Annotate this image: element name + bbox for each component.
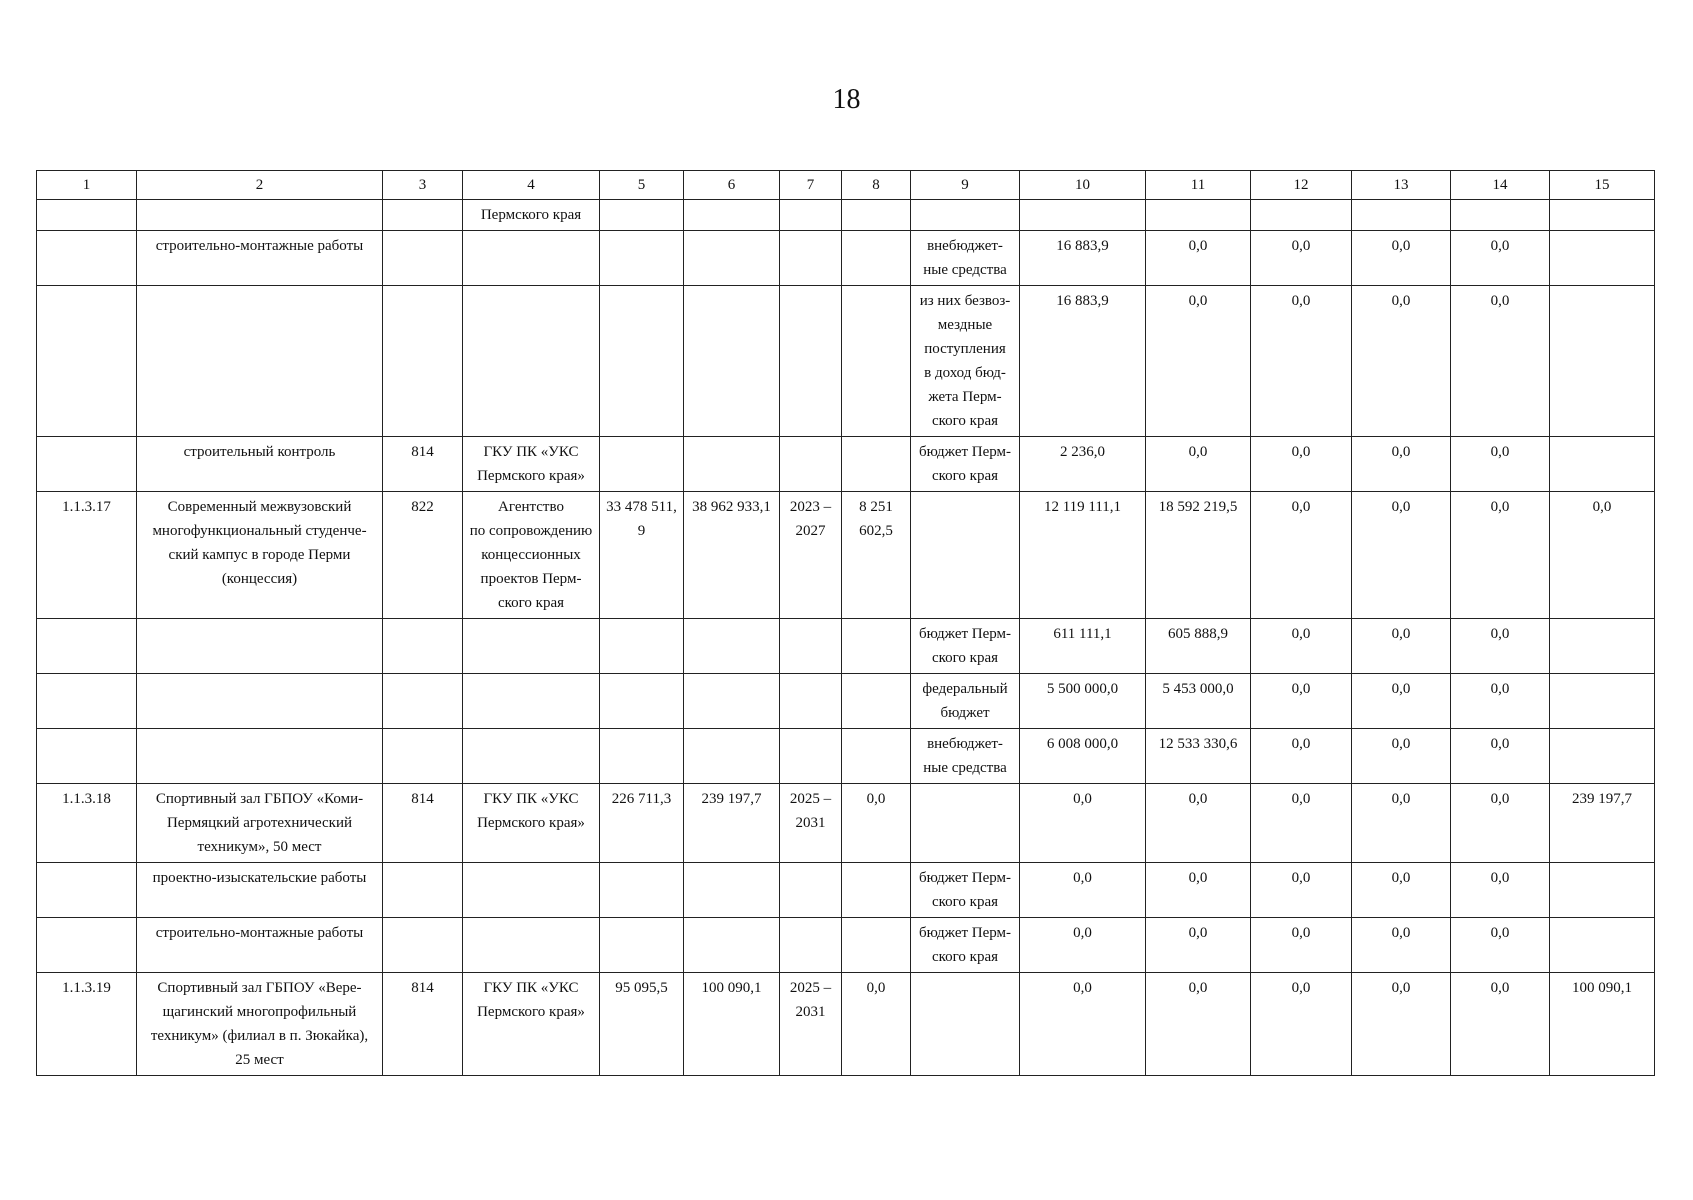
- cell-col-8: 8 251 602,5: [842, 492, 911, 619]
- cell-col-10: 16 883,9: [1020, 231, 1146, 286]
- cell-col-3: 814: [383, 973, 463, 1076]
- cell-col-10: 611 111,1: [1020, 619, 1146, 674]
- cell-col-1: [37, 619, 137, 674]
- cell-col-4: Агентство по сопровождению концессионных проектов Перм- ского края: [463, 492, 600, 619]
- cell-col-7: [780, 729, 842, 784]
- cell-col-5: [600, 231, 684, 286]
- cell-col-2: [137, 674, 383, 729]
- cell-col-12: 0,0: [1251, 286, 1352, 437]
- cell-col-1: [37, 437, 137, 492]
- cell-col-7: 2025 – 2031: [780, 973, 842, 1076]
- cell-col-10: [1020, 200, 1146, 231]
- cell-col-10: 0,0: [1020, 973, 1146, 1076]
- header-cell-9: 9: [911, 171, 1020, 200]
- cell-col-14: 0,0: [1451, 918, 1550, 973]
- cell-col-12: 0,0: [1251, 674, 1352, 729]
- cell-col-4: ГКУ ПК «УКС Пермского края»: [463, 437, 600, 492]
- cell-col-3: 822: [383, 492, 463, 619]
- cell-col-5: [600, 286, 684, 437]
- cell-col-3: [383, 863, 463, 918]
- cell-col-6: 38 962 933,1: [684, 492, 780, 619]
- cell-col-6: [684, 619, 780, 674]
- cell-col-11: [1146, 200, 1251, 231]
- cell-col-15: [1550, 437, 1655, 492]
- cell-col-10: 6 008 000,0: [1020, 729, 1146, 784]
- cell-col-5: 95 095,5: [600, 973, 684, 1076]
- table-row: [37, 437, 1655, 492]
- cell-col-6: [684, 918, 780, 973]
- cell-col-8: [842, 918, 911, 973]
- cell-col-11: 0,0: [1146, 286, 1251, 437]
- cell-col-7: [780, 286, 842, 437]
- cell-col-11: 0,0: [1146, 231, 1251, 286]
- cell-col-9: [911, 784, 1020, 863]
- cell-col-10: 0,0: [1020, 784, 1146, 863]
- cell-col-11: 0,0: [1146, 437, 1251, 492]
- cell-col-12: 0,0: [1251, 492, 1352, 619]
- cell-col-13: 0,0: [1352, 492, 1451, 619]
- header-cell-8: 8: [842, 171, 911, 200]
- cell-col-13: 0,0: [1352, 973, 1451, 1076]
- header-cell-3: 3: [383, 171, 463, 200]
- cell-col-11: 12 533 330,6: [1146, 729, 1251, 784]
- cell-col-12: 0,0: [1251, 973, 1352, 1076]
- cell-col-7: 2023 – 2027: [780, 492, 842, 619]
- cell-col-2: строительно-монтажные работы: [137, 231, 383, 286]
- cell-col-1: [37, 918, 137, 973]
- cell-col-12: 0,0: [1251, 918, 1352, 973]
- header-cell-6: 6: [684, 171, 780, 200]
- table-row: [37, 231, 1655, 286]
- cell-col-10: 0,0: [1020, 863, 1146, 918]
- cell-col-14: 0,0: [1451, 286, 1550, 437]
- cell-col-2: строительно-монтажные работы: [137, 918, 383, 973]
- cell-col-9: внебюджет- ные средства: [911, 729, 1020, 784]
- cell-col-9: бюджет Перм- ского края: [911, 619, 1020, 674]
- cell-col-4: ГКУ ПК «УКС Пермского края»: [463, 973, 600, 1076]
- cell-col-11: 0,0: [1146, 863, 1251, 918]
- cell-col-12: 0,0: [1251, 231, 1352, 286]
- cell-col-13: 0,0: [1352, 863, 1451, 918]
- cell-col-3: [383, 729, 463, 784]
- cell-col-13: 0,0: [1352, 784, 1451, 863]
- cell-col-2: [137, 619, 383, 674]
- cell-col-5: [600, 729, 684, 784]
- table-row: [37, 918, 1655, 973]
- budget-table: [36, 170, 1655, 1076]
- cell-col-6: [684, 286, 780, 437]
- cell-col-2: Спортивный зал ГБПОУ «Вере- щагинский многопрофильный техникум» (филиал в п. Зюкайка), 25 мест: [137, 973, 383, 1076]
- cell-col-11: 605 888,9: [1146, 619, 1251, 674]
- cell-col-6: [684, 200, 780, 231]
- cell-col-9: бюджет Перм- ского края: [911, 863, 1020, 918]
- cell-col-2: строительный контроль: [137, 437, 383, 492]
- page-number: 18: [832, 84, 861, 115]
- cell-col-15: [1550, 200, 1655, 231]
- cell-col-12: 0,0: [1251, 784, 1352, 863]
- table-row: [37, 619, 1655, 674]
- cell-col-7: [780, 619, 842, 674]
- cell-col-6: [684, 437, 780, 492]
- cell-col-3: 814: [383, 784, 463, 863]
- cell-col-3: [383, 231, 463, 286]
- cell-col-7: [780, 863, 842, 918]
- table-row: [37, 674, 1655, 729]
- cell-col-7: [780, 918, 842, 973]
- cell-col-14: 0,0: [1451, 231, 1550, 286]
- cell-col-4: Пермского края: [463, 200, 600, 231]
- cell-col-5: [600, 674, 684, 729]
- cell-col-14: 0,0: [1451, 619, 1550, 674]
- cell-col-13: 0,0: [1352, 729, 1451, 784]
- cell-col-13: 0,0: [1352, 231, 1451, 286]
- cell-col-9: бюджет Перм- ского края: [911, 918, 1020, 973]
- cell-col-1: 1.1.3.17: [37, 492, 137, 619]
- table-row: [37, 863, 1655, 918]
- cell-col-10: 5 500 000,0: [1020, 674, 1146, 729]
- cell-col-14: 0,0: [1451, 863, 1550, 918]
- cell-col-6: [684, 231, 780, 286]
- cell-col-11: 5 453 000,0: [1146, 674, 1251, 729]
- header-cell-7: 7: [780, 171, 842, 200]
- cell-col-8: [842, 200, 911, 231]
- cell-col-5: [600, 619, 684, 674]
- cell-col-9: [911, 973, 1020, 1076]
- cell-col-15: [1550, 674, 1655, 729]
- cell-col-4: [463, 619, 600, 674]
- cell-col-4: [463, 863, 600, 918]
- cell-col-5: [600, 437, 684, 492]
- cell-col-2: проектно-изыскательские работы: [137, 863, 383, 918]
- cell-col-13: 0,0: [1352, 674, 1451, 729]
- cell-col-9: бюджет Перм- ского края: [911, 437, 1020, 492]
- cell-col-12: 0,0: [1251, 437, 1352, 492]
- cell-col-11: 0,0: [1146, 973, 1251, 1076]
- cell-col-4: ГКУ ПК «УКС Пермского края»: [463, 784, 600, 863]
- cell-col-5: [600, 863, 684, 918]
- table-row: [37, 784, 1655, 863]
- header-cell-13: 13: [1352, 171, 1451, 200]
- cell-col-6: 100 090,1: [684, 973, 780, 1076]
- cell-col-7: [780, 437, 842, 492]
- table-body: [37, 171, 1655, 1076]
- cell-col-7: [780, 674, 842, 729]
- cell-col-5: 226 711,3: [600, 784, 684, 863]
- cell-col-2: Современный межвузовский многофункциональный студенче- ский кампус в городе Перми (концессия): [137, 492, 383, 619]
- cell-col-2: Спортивный зал ГБПОУ «Коми- Пермяцкий агротехнический техникум», 50 мест: [137, 784, 383, 863]
- cell-col-1: [37, 863, 137, 918]
- cell-col-5: [600, 200, 684, 231]
- cell-col-12: 0,0: [1251, 729, 1352, 784]
- cell-col-2: [137, 200, 383, 231]
- cell-col-3: [383, 674, 463, 729]
- cell-col-8: [842, 729, 911, 784]
- cell-col-13: 0,0: [1352, 437, 1451, 492]
- cell-col-5: 33 478 511, 9: [600, 492, 684, 619]
- cell-col-9: федеральный бюджет: [911, 674, 1020, 729]
- cell-col-4: [463, 231, 600, 286]
- cell-col-8: [842, 286, 911, 437]
- table-row: [37, 286, 1655, 437]
- cell-col-8: 0,0: [842, 973, 911, 1076]
- cell-col-9: из них безвоз- мездные поступления в доход бюд- жета Перм- ского края: [911, 286, 1020, 437]
- cell-col-2: [137, 729, 383, 784]
- header-row: [37, 171, 1655, 200]
- cell-col-1: [37, 200, 137, 231]
- cell-col-15: 0,0: [1550, 492, 1655, 619]
- cell-col-8: [842, 863, 911, 918]
- cell-col-9: внебюджет- ные средства: [911, 231, 1020, 286]
- header-cell-1: 1: [37, 171, 137, 200]
- cell-col-13: 0,0: [1352, 619, 1451, 674]
- header-cell-4: 4: [463, 171, 600, 200]
- cell-col-14: 0,0: [1451, 729, 1550, 784]
- cell-col-11: 0,0: [1146, 784, 1251, 863]
- cell-col-8: 0,0: [842, 784, 911, 863]
- cell-col-14: 0,0: [1451, 973, 1550, 1076]
- cell-col-1: [37, 674, 137, 729]
- table-row: [37, 973, 1655, 1076]
- cell-col-3: [383, 918, 463, 973]
- cell-col-1: [37, 231, 137, 286]
- cell-col-7: [780, 231, 842, 286]
- cell-col-1: [37, 286, 137, 437]
- cell-col-8: [842, 437, 911, 492]
- cell-col-14: 0,0: [1451, 437, 1550, 492]
- header-cell-2: 2: [137, 171, 383, 200]
- cell-col-1: 1.1.3.19: [37, 973, 137, 1076]
- cell-col-6: [684, 729, 780, 784]
- cell-col-15: 239 197,7: [1550, 784, 1655, 863]
- header-cell-5: 5: [600, 171, 684, 200]
- cell-col-3: 814: [383, 437, 463, 492]
- cell-col-8: [842, 674, 911, 729]
- table-row: [37, 200, 1655, 231]
- header-cell-10: 10: [1020, 171, 1146, 200]
- cell-col-6: [684, 674, 780, 729]
- cell-col-3: [383, 200, 463, 231]
- table-row: [37, 492, 1655, 619]
- cell-col-6: 239 197,7: [684, 784, 780, 863]
- header-cell-14: 14: [1451, 171, 1550, 200]
- cell-col-3: [383, 286, 463, 437]
- header-cell-15: 15: [1550, 171, 1655, 200]
- header-cell-12: 12: [1251, 171, 1352, 200]
- cell-col-14: [1451, 200, 1550, 231]
- cell-col-8: [842, 619, 911, 674]
- cell-col-13: 0,0: [1352, 918, 1451, 973]
- cell-col-1: [37, 729, 137, 784]
- cell-col-10: 12 119 111,1: [1020, 492, 1146, 619]
- cell-col-11: 0,0: [1146, 918, 1251, 973]
- cell-col-14: 0,0: [1451, 784, 1550, 863]
- cell-col-7: 2025 – 2031: [780, 784, 842, 863]
- cell-col-4: [463, 729, 600, 784]
- cell-col-9: [911, 200, 1020, 231]
- cell-col-4: [463, 918, 600, 973]
- cell-col-9: [911, 492, 1020, 619]
- table-row: [37, 729, 1655, 784]
- cell-col-1: 1.1.3.18: [37, 784, 137, 863]
- cell-col-15: [1550, 918, 1655, 973]
- cell-col-5: [600, 918, 684, 973]
- cell-col-13: [1352, 200, 1451, 231]
- cell-col-15: [1550, 619, 1655, 674]
- cell-col-8: [842, 231, 911, 286]
- cell-col-3: [383, 619, 463, 674]
- cell-col-2: [137, 286, 383, 437]
- cell-col-15: [1550, 863, 1655, 918]
- header-cell-11: 11: [1146, 171, 1251, 200]
- cell-col-15: [1550, 729, 1655, 784]
- cell-col-4: [463, 286, 600, 437]
- cell-col-4: [463, 674, 600, 729]
- cell-col-14: 0,0: [1451, 492, 1550, 619]
- cell-col-14: 0,0: [1451, 674, 1550, 729]
- cell-col-10: 16 883,9: [1020, 286, 1146, 437]
- cell-col-10: 2 236,0: [1020, 437, 1146, 492]
- cell-col-7: [780, 200, 842, 231]
- cell-col-13: 0,0: [1352, 286, 1451, 437]
- cell-col-15: [1550, 286, 1655, 437]
- cell-col-6: [684, 863, 780, 918]
- cell-col-11: 18 592 219,5: [1146, 492, 1251, 619]
- cell-col-12: 0,0: [1251, 863, 1352, 918]
- cell-col-15: 100 090,1: [1550, 973, 1655, 1076]
- cell-col-15: [1550, 231, 1655, 286]
- cell-col-12: 0,0: [1251, 619, 1352, 674]
- cell-col-12: [1251, 200, 1352, 231]
- cell-col-10: 0,0: [1020, 918, 1146, 973]
